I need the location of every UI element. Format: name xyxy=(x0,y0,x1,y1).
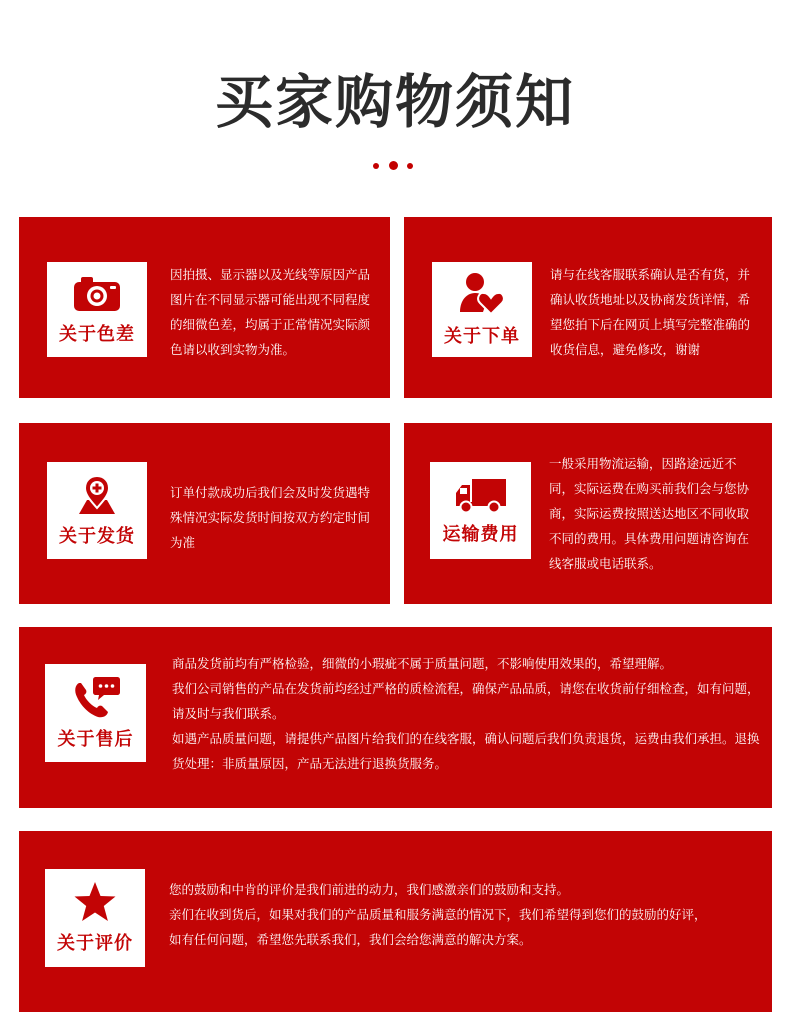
card-description xyxy=(549,451,755,576)
card-description xyxy=(550,262,756,362)
icon-box xyxy=(45,664,146,762)
location-pin-icon xyxy=(75,474,119,516)
title-divider-dots xyxy=(370,160,420,172)
card-label: 运输费用 xyxy=(442,523,519,545)
card-label: 关于色差 xyxy=(59,323,135,345)
camera-icon xyxy=(71,274,123,314)
card-description xyxy=(169,877,749,952)
card-paragraph: 如有任何问题，希望您先联系我们，我们会给您满意的解决方案。 xyxy=(169,932,532,947)
icon-box xyxy=(47,462,147,559)
card-label: 关于发货 xyxy=(59,525,135,547)
card-description xyxy=(170,262,376,362)
icon-box xyxy=(430,462,531,559)
card-description xyxy=(172,651,760,776)
truck-icon xyxy=(454,476,508,514)
card-paragraph: 因拍摄、显示器以及光线等原因产品图片在不同显示器可能出现不同程度的细微色差，均属于正常情况实际颜色请以收到实物为准。 xyxy=(170,267,371,357)
card-label: 关于下单 xyxy=(444,325,520,347)
card-paragraph: 我们公司销售的产品在发货前均经过严格的质检流程，确保产品品质，请您在收货前仔细检查，如有问题，请及时与我们联系。 xyxy=(172,681,760,721)
page-title: 买家购物须知 xyxy=(214,68,575,136)
card-description xyxy=(170,480,376,555)
card-paragraph: 一般采用物流运输，因路途远近不同，实际运费在购买前我们会与您协商，实际运费按照送达地区不同收取不同的费用。具体费用问题请咨询在线客服或电话联系。 xyxy=(549,456,750,571)
card-paragraph: 亲们在收到货后，如果对我们的产品质量和服务满意的情况下，我们希望得到您们的鼓励的好评， xyxy=(169,907,707,922)
card-paragraph: 请与在线客服联系确认是否有货，并确认收货地址以及协商发货详情，希望您拍下后在网页上填写完整准确的收货信息，避免修改，谢谢 xyxy=(550,267,751,357)
icon-box xyxy=(432,262,532,357)
divider-dot xyxy=(389,161,398,170)
icon-box xyxy=(47,262,147,357)
card-paragraph: 商品发货前均有严格检验，细微的小瑕疵不属于质量问题，不影响使用效果的，希望理解。 xyxy=(172,656,673,671)
card-shipping xyxy=(19,423,390,604)
phone-chat-icon xyxy=(71,675,121,719)
card-after-sales xyxy=(19,627,772,808)
card-paragraph: 订单付款成功后我们会及时发货遇特殊情况实际发货时间按双方约定时间为准 xyxy=(170,485,371,550)
card-paragraph: 如遇产品质量问题，请提供产品图片给我们的在线客服，确认问题后我们负责退货，运费由我们承担。退换货处理：非质量原因，产品无法进行退换货服务。 xyxy=(172,731,760,771)
card-label: 关于评价 xyxy=(57,933,133,954)
card-label: 关于售后 xyxy=(57,729,134,750)
card-paragraph: 您的鼓励和中肯的评价是我们前进的动力，我们感激亲们的鼓励和支持。 xyxy=(169,882,570,897)
divider-dot xyxy=(373,163,379,169)
card-color-difference xyxy=(19,217,390,398)
card-reviews xyxy=(19,831,772,1012)
card-freight xyxy=(404,423,772,604)
icon-box xyxy=(45,869,145,967)
card-ordering xyxy=(404,217,772,398)
user-heart-icon xyxy=(459,272,505,316)
divider-dot xyxy=(407,163,413,169)
star-icon xyxy=(73,881,117,923)
